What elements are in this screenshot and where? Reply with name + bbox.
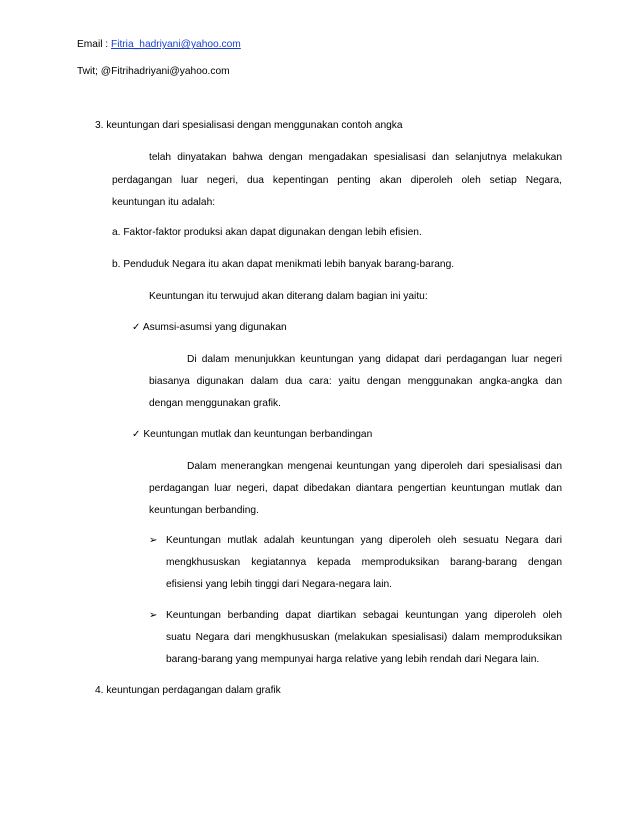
check2-line-2: perdagangan luar negeri, dapat dibedakan diantara pengertian keuntungan mutlak dan	[149, 483, 562, 494]
arrow-item-2-line-1: ➢ Keuntungan berbanding dapat diartikan sebagai keuntungan yang diperoleh oleh	[149, 610, 562, 621]
section-4-heading: 4. keuntungan perdagangan dalam grafik	[95, 685, 281, 696]
check-item-2	[132, 428, 372, 442]
intro-line-3: keuntungan itu adalah:	[112, 197, 216, 208]
section-3-heading: 3. keuntungan dari spesialisasi dengan menggunakan contoh angka	[95, 120, 403, 131]
check1-line-2: biasanya digunakan dalam dua cara: yaitu dengan menggunakan angka-angka dan	[149, 376, 562, 387]
twitter-line: Twit; @Fitrihadriyani@yahoo.com	[77, 66, 230, 77]
check1-line-3: dengan menggunakan grafik.	[149, 398, 281, 409]
transition-text: Keuntungan itu terwujud akan diterang dalam bagian ini yaitu:	[149, 291, 428, 302]
check-icon: ✓	[132, 322, 141, 333]
intro-line-1: telah dinyatakan bahwa dengan mengadakan spesialisasi dan selanjutnya melakukan	[149, 152, 562, 163]
list-item-b: b. Penduduk Negara itu akan dapat menikmati lebih banyak barang-barang.	[112, 259, 455, 270]
check-item-1-title: Asumsi-asumsi yang digunakan	[142, 322, 287, 333]
arrow-item-1-line-3: efisiensi yang lebih tinggi dari Negara-negara lain.	[166, 579, 392, 590]
arrow-item-2-line-2: suatu Negara dari mengkhususkan (melakukan spesialisasi) dalam memproduksikan	[166, 632, 562, 643]
check-item-2-title: Keuntungan mutlak dan keuntungan berbandingan	[143, 429, 373, 440]
arrow-icon: ➢	[149, 610, 158, 621]
check1-line-1: Di dalam menunjukkan keuntungan yang didapat dari perdagangan luar negeri	[187, 354, 562, 365]
list-item-a: a. Faktor-faktor produksi akan dapat digunakan dengan lebih efisien.	[112, 227, 422, 238]
arrow-icon: ➢	[149, 535, 158, 546]
arrow-item-1-line-2: mengkhususkan kegiatannya kepada memproduksikan barang-barang dengan	[166, 557, 562, 568]
check-item-1	[132, 321, 287, 335]
intro-line-2: perdagangan luar negeri, dua kepentingan penting akan diperoleh oleh setiap Negara,	[112, 175, 562, 186]
check2-line-1: Dalam menerangkan mengenai keuntungan yang diperoleh dari spesialisasi dan	[187, 461, 562, 472]
check-icon: ✓	[132, 429, 141, 440]
email-link[interactable]: Fitria_hadriyani@yahoo.com	[110, 39, 241, 50]
arrow-item-1-line-1: ➢ Keuntungan mutlak adalah keuntungan yang diperoleh oleh sesuatu Negara dari	[149, 535, 562, 546]
arrow-item-2-line-3: barang-barang yang mempunyai harga relative yang lebih rendah dari Negara lain.	[166, 654, 540, 665]
email-line	[77, 38, 241, 52]
email-label: Email :	[77, 39, 111, 50]
check2-line-3: keuntungan berbanding.	[149, 505, 259, 516]
